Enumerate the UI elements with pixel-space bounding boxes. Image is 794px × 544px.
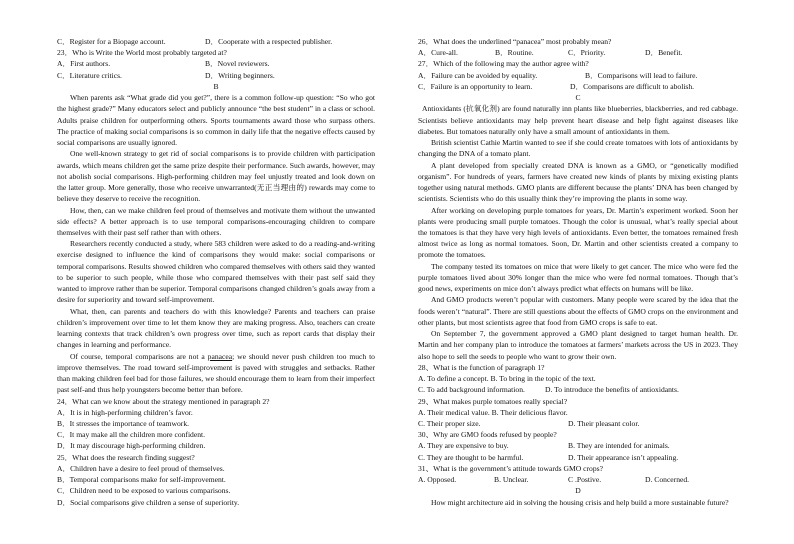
paragraph: The company tested its tomatoes on mice that were likely to get cancer. The mice who were fed the purple tomatoes lived about 30% longer than the mice who were fed normal tomatoes. Though that’s good news, experiments on mice don’t always predict what effects on humans will be like. <box>418 261 738 294</box>
q25-option-d: D．Social comparisons give children a sense of superiority. <box>57 497 240 507</box>
q28-options-ab: A. To define a concept. B. To bring in the topic of the text. <box>418 374 596 384</box>
q31-stem: 31、What is the government’s attitude towards GMO crops? <box>418 463 603 473</box>
option-d: D．Cooperate with a respected publisher. <box>205 37 333 46</box>
q30-options-cd <box>418 452 738 463</box>
q26-stem: 26．What does the underlined “panacea” most probably mean? <box>418 37 612 46</box>
left-column <box>57 36 375 508</box>
section-heading-d: D <box>575 486 581 496</box>
option-a: A．Cure-all. <box>418 48 458 58</box>
q25-stem: 25．What does the research finding suggest? <box>57 452 195 462</box>
paragraph: British scientist Cathie Martin wanted to see if she could create tomatoes with lots of antioxidants by changing the DNA of a tomato plant. <box>418 138 738 159</box>
q23-stem: 23．Who is Write the World most probably targeted at? <box>57 48 227 58</box>
option-d: D. Their pleasant color. <box>568 418 640 428</box>
option-b: B．Comparisons will lead to failure. <box>585 70 698 80</box>
option-d: D．Writing beginners. <box>205 70 275 80</box>
section-heading-c: C <box>575 93 581 103</box>
q25-option-a: A．Children have a desire to feel proud of themselves. <box>57 463 225 473</box>
underlined-word: panacea <box>207 351 233 361</box>
q24-option-c: C．It may make all the children more confident. <box>57 430 206 440</box>
option-d: D．Comparisons are difficult to abolish. <box>570 81 695 91</box>
q27-options-cd <box>418 81 738 92</box>
q25-option-c: C．Children need to be exposed to various comparisons. <box>57 486 231 496</box>
q29-options-ab: A. Their medical value. B. Their delicious flavor. <box>418 407 568 417</box>
paragraph: A plant developed from specially created DNA is known as a GMO, or “genetically modified organism”. For hundreds of years, farmers have created new kinds of plants by mixing existing plants together using natural methods. GMO plants are different because the plants’ DNA has been changed by scientists. Scientists who do this usually think they’re improving the plants in some way. <box>418 160 738 204</box>
option-b: B. They are intended for animals. <box>568 441 670 451</box>
option-c: C．Register for a Biopage account. <box>57 37 166 46</box>
q27-stem: 27．Which of the following may the author agree with? <box>418 59 589 69</box>
q29-stem: 29、What makes purple tomatoes really special? <box>418 396 568 406</box>
paragraph: Antioxidants (抗氧化剂) are found naturally inn plants like blueberries, blackberries, and red cabbage. Scientists believe antioxidants may help prevent heart disease and help fight against diseases like diabetes. But tomatoes naturally only have a small amount of antioxidants in them. <box>418 104 738 136</box>
paragraph: How might architecture aid in solving the housing crisis and help build a more sustainable future? <box>431 497 729 507</box>
paragraph: After working on developing purple tomatoes for years, Dr. Martin’s experiment worked. Soon her plants were producing small purple tomatoes. Though the color is unusual, what’s really special about the tomatoes is that they have very high levels of antioxidants. Even better, the tomatoes remained fresh almost twice as long as normal tomatoes. Soon, Dr. Martin and other scientists created a company to promote the tomatoes. <box>418 205 738 260</box>
q25-option-b: B．Temporal comparisons make for self-improvement. <box>57 475 226 485</box>
option-a: A．Failure can be avoided by equality. <box>418 70 538 80</box>
q27-options-ab <box>418 70 738 81</box>
paragraph: On September 7, the government approved a GMO plant designed to target human health. Dr. Martin and her company plan to introduce the tomatoes at farmers’ markets across the US in 2023. They also hope to sell the seeds to people who want to grow their own. <box>418 329 738 361</box>
option-b: B．Novel reviewers. <box>205 59 270 69</box>
option-c: C. They are thought to be harmful. <box>418 452 524 462</box>
q30-options-ab <box>418 440 738 451</box>
paragraph: How, then, can we make children feel proud of themselves and motivate them without the unwanted side effects? A better approach is to use temporal comparisons-encouraging children to compare themselves with their past self rather than with others. <box>57 205 375 237</box>
option-c: C. To add background information. <box>418 385 525 395</box>
text: Of course, temporal comparisons are not a <box>70 351 208 361</box>
option-d: D．Benefit. <box>645 48 683 58</box>
paragraph: What, then, can parents and teachers do with this knowledge? Parents and teachers can praise children’s improvement over time to let them know they are making progress. Also, teachers can create learning contexts that track children’s own progress over time, such as report cards that display their changes in learning and performance. <box>57 306 375 350</box>
option-d: D. To introduce the benefits of antioxidants. <box>545 385 679 395</box>
q28-stem: 28、What is the function of paragraph 1? <box>418 362 545 372</box>
q30-stem: 30、Why are GMO foods refused by people? <box>418 430 557 440</box>
option-c: C．Failure is an opportunity to learn. <box>418 81 533 91</box>
q29-options-cd <box>418 418 738 429</box>
q28-options-cd <box>418 384 738 395</box>
option-a: A. They are expensive to buy. <box>418 441 509 451</box>
option-a: A．First authors. <box>57 59 111 69</box>
option-c: C. Their proper size. <box>418 418 481 428</box>
paragraph-panacea <box>57 351 375 396</box>
q24-stem: 24．What can we know about the strategy mentioned in paragraph 2? <box>57 396 270 406</box>
paragraph: And GMO products weren’t popular with customers. Many people were scared by the idea that the foods weren’t “natural”. There are still questions about the effects of GMO crops on the environment and other plants, but most scientists agree that food from GMO crops is safe to eat. <box>418 295 738 327</box>
q24-option-b: B．It stresses the importance of teamwork. <box>57 418 190 428</box>
q26-options <box>418 47 738 58</box>
text: ; we should never push children too much to improve themselves. The road toward self-improvement is paved with struggles and setbacks. Rather than making children feel bad for those failures, we should encourage them to learn from their imperfect past self-and thus help youngsters become better than before. <box>57 351 375 395</box>
option-b: B. Unclear. <box>494 475 529 485</box>
q22-options <box>57 36 375 47</box>
q23-options-cd <box>57 70 375 81</box>
q23-options-ab <box>57 58 375 69</box>
option-c: C .Postive. <box>568 475 602 485</box>
q31-options <box>418 474 738 485</box>
option-c: C．Priority. <box>568 48 606 58</box>
option-a: A. Opposed. <box>418 475 457 485</box>
option-d: D. Concerned. <box>645 475 690 485</box>
right-column <box>418 36 738 508</box>
paragraph: When parents ask “What grade did you get?”, there is a common follow-up question: “So who got the highest grade?” Many educators select and publicly announce “the best student” in a class or school. Adults praise children for outperforming others. Sports tournaments award those who surpass others. The practice of making social comparisons is so common in daily life that the negative effects caused by social comparisons are usually ignored. <box>57 93 375 148</box>
option-d: D. Their appearance isn’t appealing. <box>568 452 679 462</box>
section-heading-b: B <box>213 81 219 91</box>
option-c: C．Literature critics. <box>57 70 122 80</box>
q24-option-a: A．It is in high-performing children’s favor. <box>57 407 193 417</box>
paragraph: One well-known strategy to get rid of social comparisons is to provide children with participation awards, which means children get the same prize despite their performance. Such awards, however, may not abolish social comparisons. High-performing children may feel unjustly treated and look down on the latter group. More generally, those who receive unwarranted(无正当理由的) rewards may come to believe they deserve to receive the recognition. <box>57 149 375 204</box>
option-b: B．Routine. <box>495 48 534 58</box>
paragraph: Researchers recently conducted a study, where 583 children were asked to do a reading-and-writing exercise designed to influence the kind of comparisons they would make: social comparisons or temporal comparisons. Results showed children who compared themselves with others said they wanted to be superior to such people, while those who compared themselves with their past self said they wanted to improve rather than be superior. Temporal comparisons changed children’s goals away from a desire for superiority and toward self-improvement. <box>57 239 375 305</box>
q24-option-d: D．It may discourage high-performing children. <box>57 441 206 451</box>
